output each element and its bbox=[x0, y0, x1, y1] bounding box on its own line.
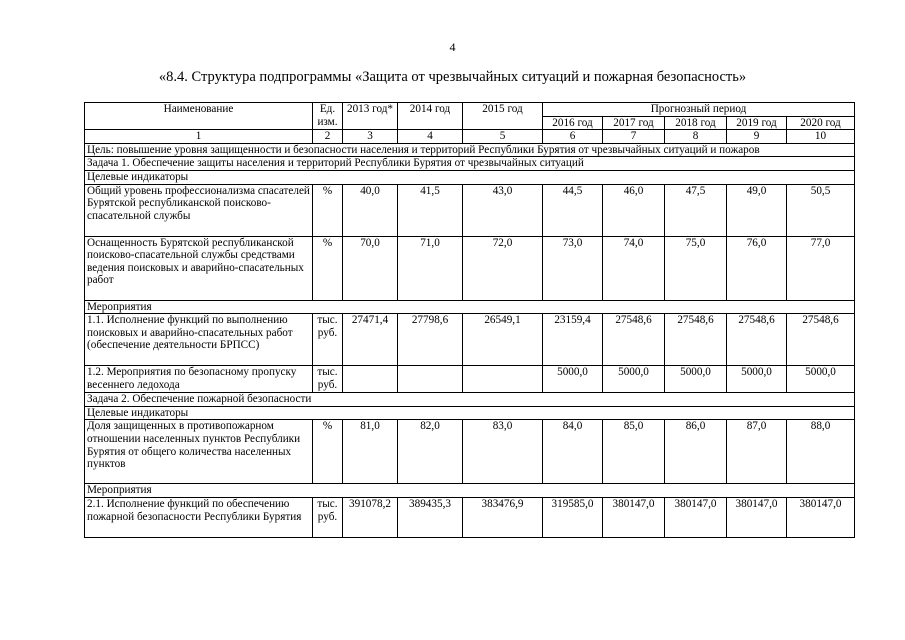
row-value: 84,0 bbox=[543, 420, 603, 484]
goal-row bbox=[85, 143, 855, 157]
row-value: 82,0 bbox=[398, 420, 463, 484]
section-row bbox=[85, 170, 855, 184]
header-2013: 2013 год* bbox=[343, 103, 398, 130]
row-value bbox=[343, 366, 398, 393]
row-value: 43,0 bbox=[463, 184, 543, 236]
row-value: 81,0 bbox=[343, 420, 398, 484]
header-forecast: Прогнозный период bbox=[543, 103, 855, 117]
row-value: 5000,0 bbox=[787, 366, 855, 393]
row-name: Доля защищенных в противопожарном отношении населенных пунктов Республики Бурятия от общего количества населенных пунктов bbox=[85, 420, 313, 484]
header-2019: 2019 год bbox=[727, 116, 787, 130]
row-value: 5000,0 bbox=[603, 366, 665, 393]
row-unit: тыс. руб. bbox=[313, 366, 343, 393]
header-row-top bbox=[85, 103, 855, 117]
measures-label: Мероприятия bbox=[85, 484, 855, 498]
row-value: 87,0 bbox=[727, 420, 787, 484]
row-name: 1.2. Мероприятия по безопасному пропуску весеннего ледохода bbox=[85, 366, 313, 393]
row-name: 1.1. Исполнение функций по выполнению поисковых и аварийно-спасательных работ (обеспечение деятельности БРПСС) bbox=[85, 314, 313, 366]
row-value: 40,0 bbox=[343, 184, 398, 236]
column-number: 5 bbox=[463, 130, 543, 144]
row-name: Оснащенность Бурятской республиканской поисково-спасательной службы средствами ведения поисковых и аварийно-спасательных работ bbox=[85, 236, 313, 300]
header-2014: 2014 год bbox=[398, 103, 463, 130]
column-number: 8 bbox=[665, 130, 727, 144]
row-value: 383476,9 bbox=[463, 497, 543, 537]
row-unit: тыс. руб. bbox=[313, 314, 343, 366]
row-value: 380147,0 bbox=[787, 497, 855, 537]
goal-text: Цель: повышение уровня защищенности и безопасности населения и территорий Республики Бурятия от чрезвычайных ситуаций и пожаров bbox=[85, 143, 855, 157]
row-value: 27798,6 bbox=[398, 314, 463, 366]
task-row bbox=[85, 157, 855, 171]
measure-row bbox=[85, 314, 855, 366]
section-row bbox=[85, 300, 855, 314]
row-value: 83,0 bbox=[463, 420, 543, 484]
row-value: 5000,0 bbox=[727, 366, 787, 393]
row-value: 27548,6 bbox=[603, 314, 665, 366]
page-number: 4 bbox=[449, 40, 456, 54]
row-value: 85,0 bbox=[603, 420, 665, 484]
column-number: 3 bbox=[343, 130, 398, 144]
indicators-label: Целевые индикаторы bbox=[85, 406, 855, 420]
row-value: 75,0 bbox=[665, 236, 727, 300]
row-name: Общий уровень профессионализма спасателей Бурятской республиканской поисково-спасательной службы bbox=[85, 184, 313, 236]
column-number: 7 bbox=[603, 130, 665, 144]
column-number: 10 bbox=[787, 130, 855, 144]
row-value: 319585,0 bbox=[543, 497, 603, 537]
column-number: 1 bbox=[85, 130, 313, 144]
document-title: «8.4. Структура подпрограммы «Защита от чрезвычайных ситуаций и пожарная безопасность» bbox=[158, 69, 747, 85]
row-unit: % bbox=[313, 184, 343, 236]
measures-label: Мероприятия bbox=[85, 300, 855, 314]
header-2015: 2015 год bbox=[463, 103, 543, 130]
row-value: 389435,3 bbox=[398, 497, 463, 537]
row-value: 71,0 bbox=[398, 236, 463, 300]
row-value: 77,0 bbox=[787, 236, 855, 300]
row-value: 26549,1 bbox=[463, 314, 543, 366]
section-row bbox=[85, 406, 855, 420]
row-value bbox=[463, 366, 543, 393]
row-value: 5000,0 bbox=[543, 366, 603, 393]
column-number: 9 bbox=[727, 130, 787, 144]
indicator-row bbox=[85, 184, 855, 236]
task-1-title: Задача 1. Обеспечение защиты населения и территорий Республики Бурятия от чрезвычайных ситуаций bbox=[85, 157, 855, 171]
row-value: 391078,2 bbox=[343, 497, 398, 537]
measure-row bbox=[85, 497, 855, 537]
row-value: 86,0 bbox=[665, 420, 727, 484]
indicators-label: Целевые индикаторы bbox=[85, 170, 855, 184]
indicator-row bbox=[85, 236, 855, 300]
header-name: Наименование bbox=[85, 103, 313, 130]
row-unit: тыс. руб. bbox=[313, 497, 343, 537]
row-value: 380147,0 bbox=[665, 497, 727, 537]
row-value: 5000,0 bbox=[665, 366, 727, 393]
row-value: 27548,6 bbox=[665, 314, 727, 366]
row-value: 73,0 bbox=[543, 236, 603, 300]
header-2020: 2020 год bbox=[787, 116, 855, 130]
header-2016: 2016 год bbox=[543, 116, 603, 130]
row-value: 47,5 bbox=[665, 184, 727, 236]
header-2017: 2017 год bbox=[603, 116, 665, 130]
row-unit: % bbox=[313, 236, 343, 300]
header-2018: 2018 год bbox=[665, 116, 727, 130]
task-2-title: Задача 2. Обеспечение пожарной безопасности bbox=[85, 393, 855, 407]
row-value bbox=[398, 366, 463, 393]
row-value: 49,0 bbox=[727, 184, 787, 236]
header-unit: Ед. изм. bbox=[313, 103, 343, 130]
section-row bbox=[85, 484, 855, 498]
column-number-row bbox=[85, 130, 855, 144]
row-value: 380147,0 bbox=[727, 497, 787, 537]
row-value: 27471,4 bbox=[343, 314, 398, 366]
row-value: 380147,0 bbox=[603, 497, 665, 537]
subprogram-structure-table bbox=[84, 102, 855, 538]
row-value: 23159,4 bbox=[543, 314, 603, 366]
row-value: 88,0 bbox=[787, 420, 855, 484]
column-number: 2 bbox=[313, 130, 343, 144]
row-value: 27548,6 bbox=[727, 314, 787, 366]
measure-row bbox=[85, 366, 855, 393]
row-value: 74,0 bbox=[603, 236, 665, 300]
row-name: 2.1. Исполнение функций по обеспечению пожарной безопасности Республики Бурятия bbox=[85, 497, 313, 537]
row-value: 70,0 bbox=[343, 236, 398, 300]
row-value: 76,0 bbox=[727, 236, 787, 300]
row-value: 50,5 bbox=[787, 184, 855, 236]
row-value: 44,5 bbox=[543, 184, 603, 236]
column-number: 6 bbox=[543, 130, 603, 144]
row-value: 41,5 bbox=[398, 184, 463, 236]
row-value: 27548,6 bbox=[787, 314, 855, 366]
task-row bbox=[85, 393, 855, 407]
indicator-row bbox=[85, 420, 855, 484]
row-value: 72,0 bbox=[463, 236, 543, 300]
row-unit: % bbox=[313, 420, 343, 484]
row-value: 46,0 bbox=[603, 184, 665, 236]
column-number: 4 bbox=[398, 130, 463, 144]
